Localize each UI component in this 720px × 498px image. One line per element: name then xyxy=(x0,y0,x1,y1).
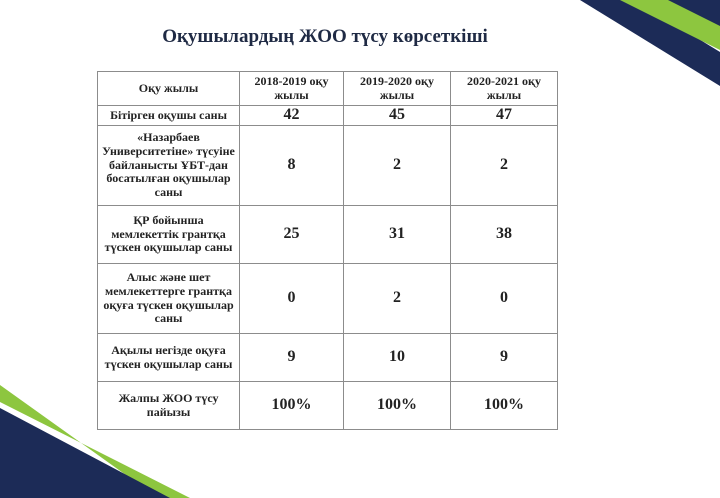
cell-value: 100% xyxy=(344,382,451,430)
row-label: Бітірген оқушы саны xyxy=(98,106,240,126)
cell-value: 42 xyxy=(240,106,344,126)
cell-value: 2 xyxy=(344,264,451,334)
cell-value: 0 xyxy=(240,264,344,334)
cell-value: 9 xyxy=(451,334,558,382)
table-row xyxy=(98,106,558,126)
cell-value: 2 xyxy=(451,126,558,206)
row-label: «Назарбаев Университетіне» түсуіне байланысты ҰБТ-дан босатылған оқушылар саны xyxy=(98,126,240,206)
cell-value: 25 xyxy=(240,206,344,264)
cell-value: 0 xyxy=(451,264,558,334)
cell-value: 47 xyxy=(451,106,558,126)
table-row xyxy=(98,264,558,334)
row-label: Жалпы ЖОО түсу пайызы xyxy=(98,382,240,430)
header-academic-year: Оқу жылы xyxy=(98,72,240,106)
university-admission-table xyxy=(97,71,558,430)
table-row xyxy=(98,126,558,206)
row-label: Алыс және шет мемлекеттерге грантқа оқуға түскен оқушылар саны xyxy=(98,264,240,334)
cell-value: 38 xyxy=(451,206,558,264)
table-row xyxy=(98,206,558,264)
header-year-2018-2019: 2018-2019 оқу жылы xyxy=(240,72,344,106)
cell-value: 10 xyxy=(344,334,451,382)
cell-value: 45 xyxy=(344,106,451,126)
cell-value: 100% xyxy=(240,382,344,430)
table-row xyxy=(98,334,558,382)
page-title: Оқушылардың ЖОО түсу көрсеткіші xyxy=(162,26,488,47)
cell-value: 9 xyxy=(240,334,344,382)
cell-value: 31 xyxy=(344,206,451,264)
cell-value: 8 xyxy=(240,126,344,206)
row-label: ҚР бойынша мемлекеттік грантқа түскен оқушылар саны xyxy=(98,206,240,264)
header-year-2019-2020: 2019-2020 оқу жылы xyxy=(344,72,451,106)
cell-value: 2 xyxy=(344,126,451,206)
header-year-2020-2021: 2020-2021 оқу жылы xyxy=(451,72,558,106)
row-label: Ақылы негізде оқуға түскен оқушылар саны xyxy=(98,334,240,382)
cell-value: 100% xyxy=(451,382,558,430)
table-row xyxy=(98,382,558,430)
table-header-row xyxy=(98,72,558,106)
